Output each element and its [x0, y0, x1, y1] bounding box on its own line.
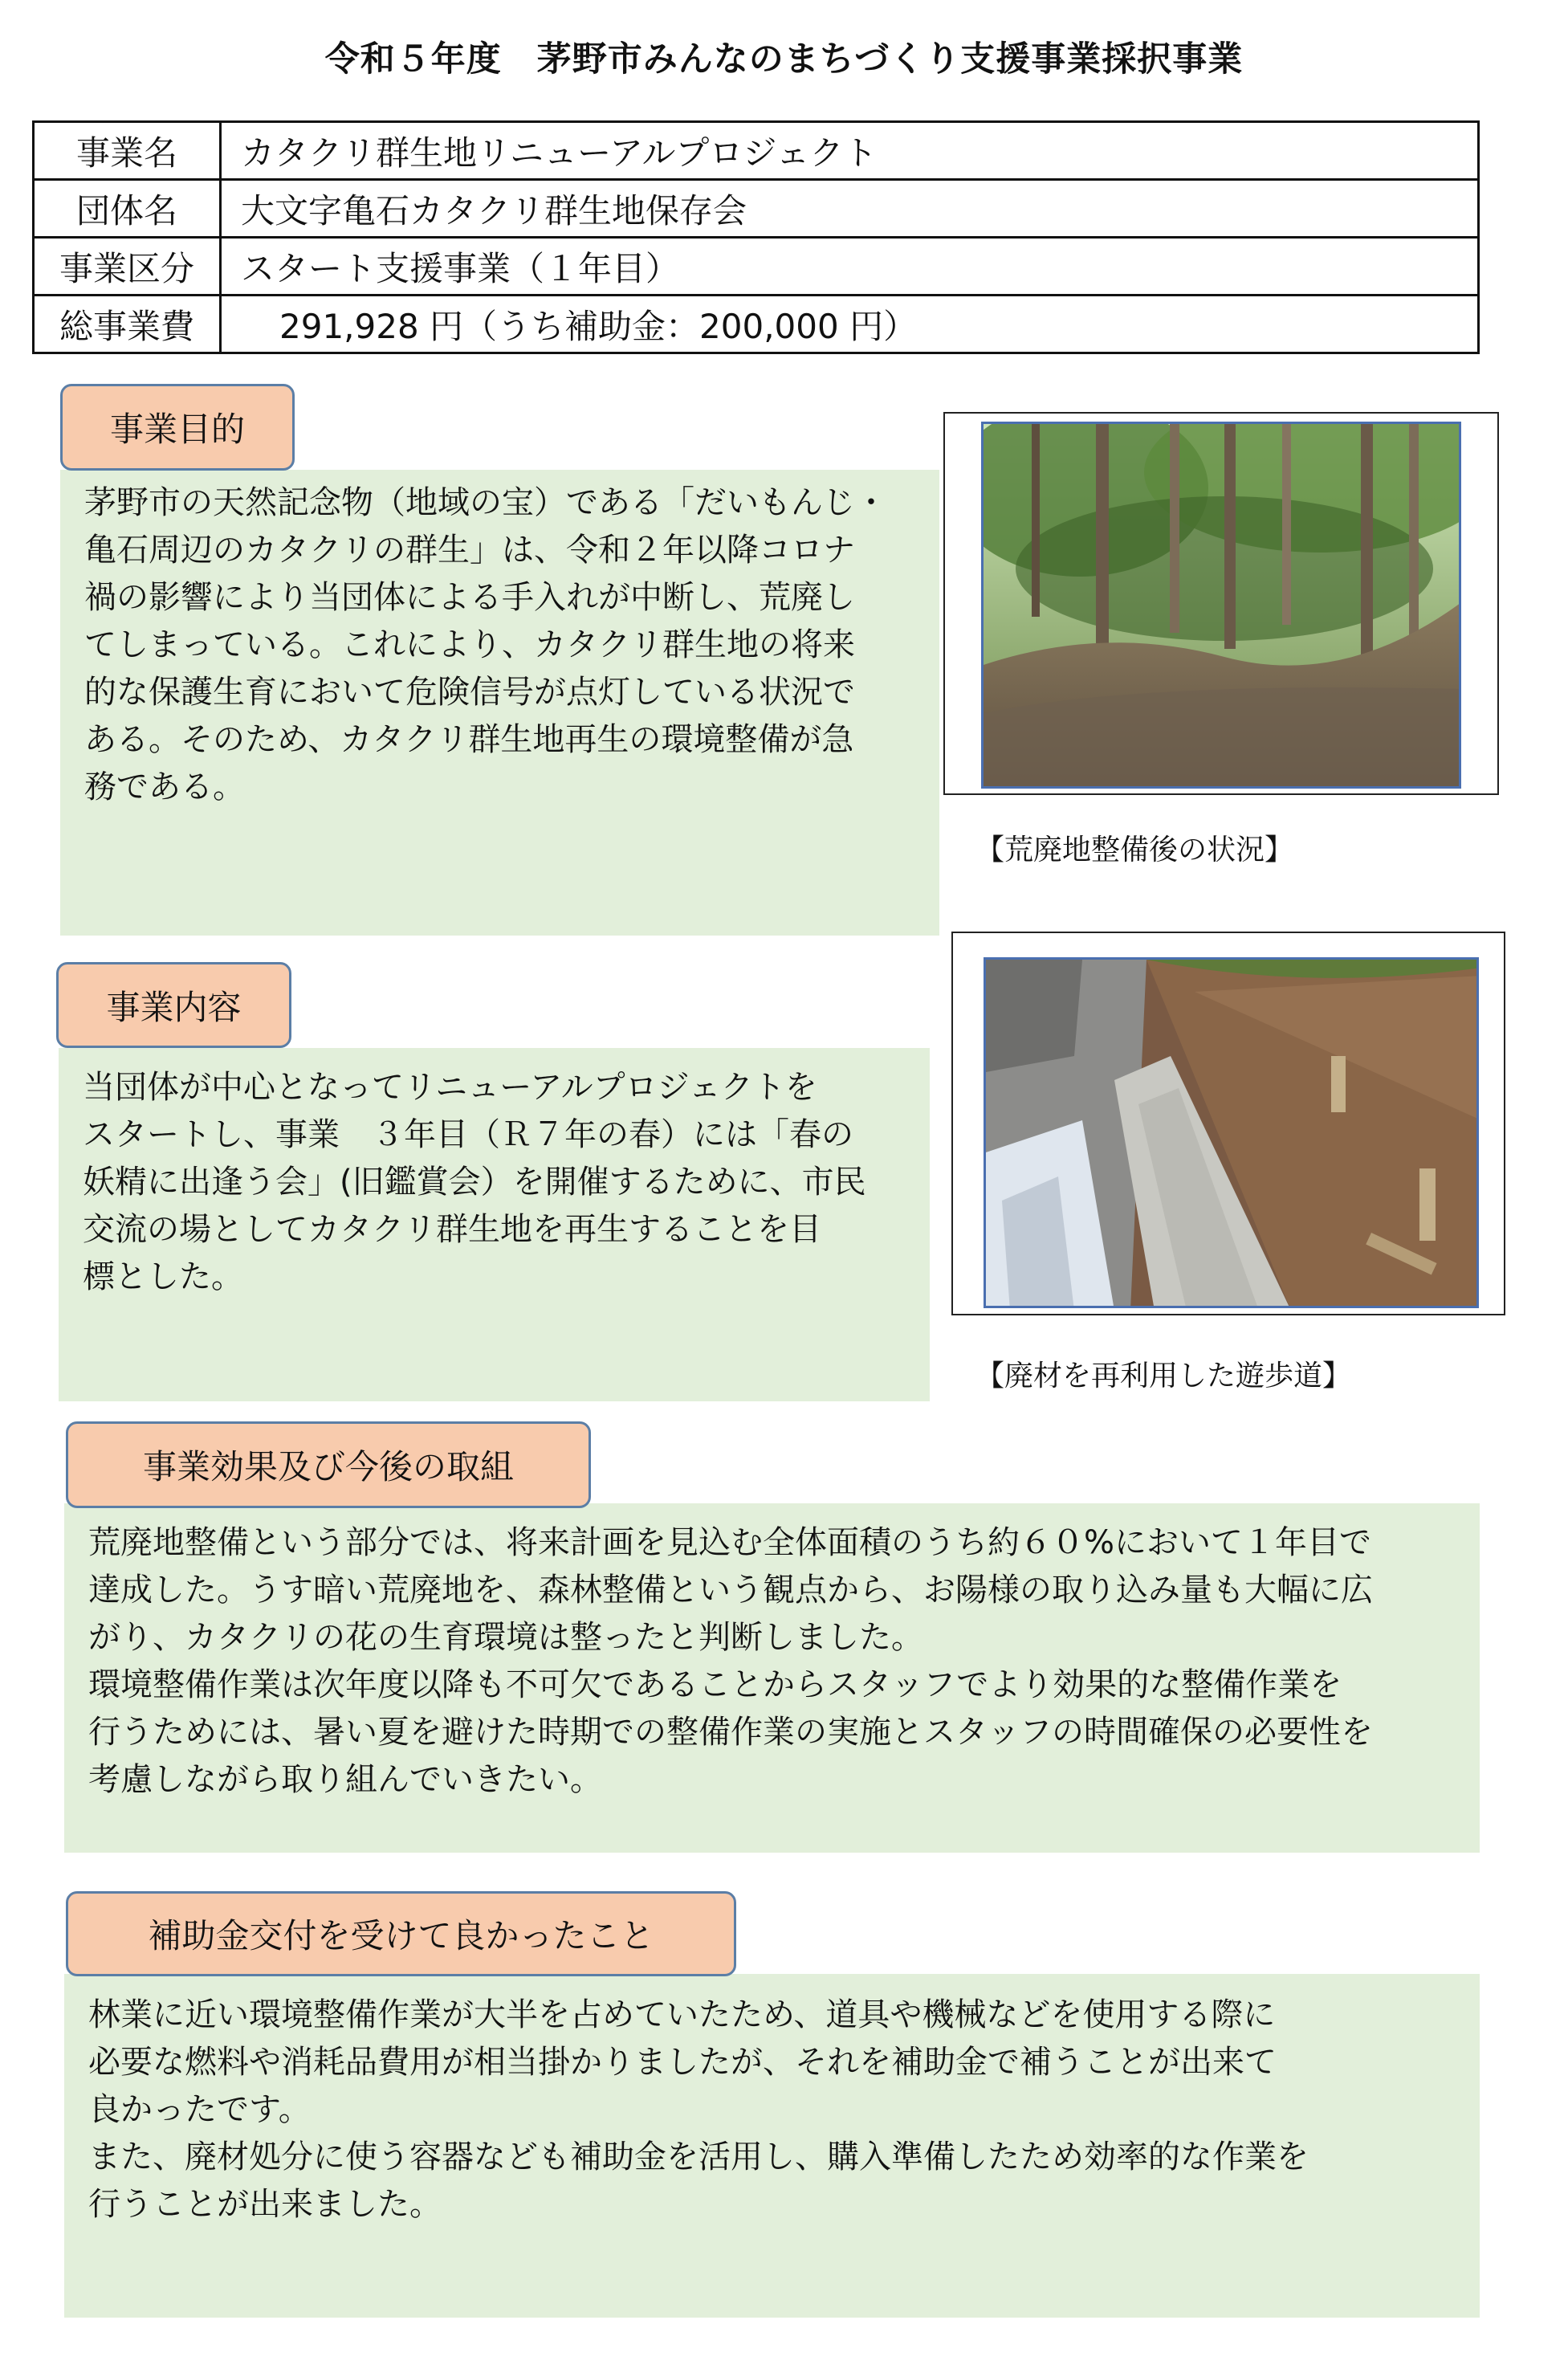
- table-row: [34, 180, 1479, 238]
- project-info-table: [32, 120, 1480, 354]
- table-row: [34, 122, 1479, 180]
- benefit-panel: [64, 1974, 1480, 2318]
- photo-frame: [943, 412, 1499, 795]
- table-label: 総事業費: [34, 296, 221, 353]
- photo-frame: [951, 932, 1505, 1315]
- benefit-heading: 補助金交付を受けて良かったこと: [66, 1891, 736, 1976]
- content-panel: [59, 1048, 930, 1401]
- photo-caption: 【荒廃地整備後の状況】: [975, 834, 1294, 866]
- purpose-heading: 事業目的: [60, 384, 295, 471]
- table-label: 事業名: [34, 122, 221, 180]
- benefit-text: 林業に近い環境整備作業が大半を占めていたため、道具や機械などを使用する際に 必要な燃料や消耗品費用が相当掛かりましたが、それを補助金で補うことが出来て 良かったです。 また、廃材処分に使う容器なども補助金を活用し、購入準備したため効率的な作業を 行うことが出来ました。: [88, 1996, 1309, 2223]
- table-value: 291,928 円（うち補助金：200,000 円）: [221, 296, 1479, 353]
- table-row: [34, 238, 1479, 296]
- forest-photo: [981, 422, 1461, 789]
- content-heading: 事業内容: [56, 962, 291, 1048]
- path-image: [986, 960, 1479, 1308]
- photo-caption: 【廃材を再利用した遊歩道】: [975, 1360, 1352, 1392]
- table-label: 団体名: [34, 180, 221, 238]
- table-value: カタクリ群生地リニューアルプロジェクト: [221, 122, 1479, 180]
- content-text: 当団体が中心となってリニューアルプロジェクトを スタートし、事業 ３年目（Ｒ７年の春）には「春の 妖精に出逢う会」(旧鑑賞会）を開催するために、市民 交流の場としてカタクリ群生地を再生することを目 標とした。: [83, 1069, 866, 1295]
- effect-heading: 事業効果及び今後の取組: [66, 1421, 591, 1508]
- forest-image: [984, 424, 1461, 789]
- table-row: [34, 296, 1479, 353]
- purpose-panel: [60, 470, 939, 936]
- path-photo: [984, 957, 1479, 1308]
- purpose-text: 茅野市の天然記念物（地域の宝）である「だいもんじ・ 亀石周辺のカタクリの群生」は、令和２年以降コロナ 禍の影響により当団体による手入れが中断し、荒廃し てしまっている。これにより、カタクリ群生地の将来 的な保護生育において危険信号が点灯している状況で ある。そのため、カタクリ群生地再生の環境整備が急 務である。: [84, 484, 887, 805]
- effect-panel: [64, 1503, 1480, 1853]
- page-title: 令和５年度 茅野市みんなのまちづくり支援事業採択事業: [324, 39, 1244, 80]
- table-value: 大文字亀石カタクリ群生地保存会: [221, 180, 1479, 238]
- table-value: スタート支援事業（１年目）: [221, 238, 1479, 296]
- table-label: 事業区分: [34, 238, 221, 296]
- effect-text: 荒廃地整備という部分では、将来計画を見込む全体面積のうち約６０%において１年目で 達成した。うす暗い荒廃地を、森林整備という観点から、お陽様の取り込み量も大幅に広 がり、カタクリの花の生育環境は整ったと判断しました。 環境整備作業は次年度以降も不可欠であることからスタッフでより効果的な整備作業を 行うためには、暑い夏を避けた時期での整備作業の実施とスタッフの時間確保の必要性を 考慮しながら取り組んでいきたい。: [88, 1524, 1373, 1798]
